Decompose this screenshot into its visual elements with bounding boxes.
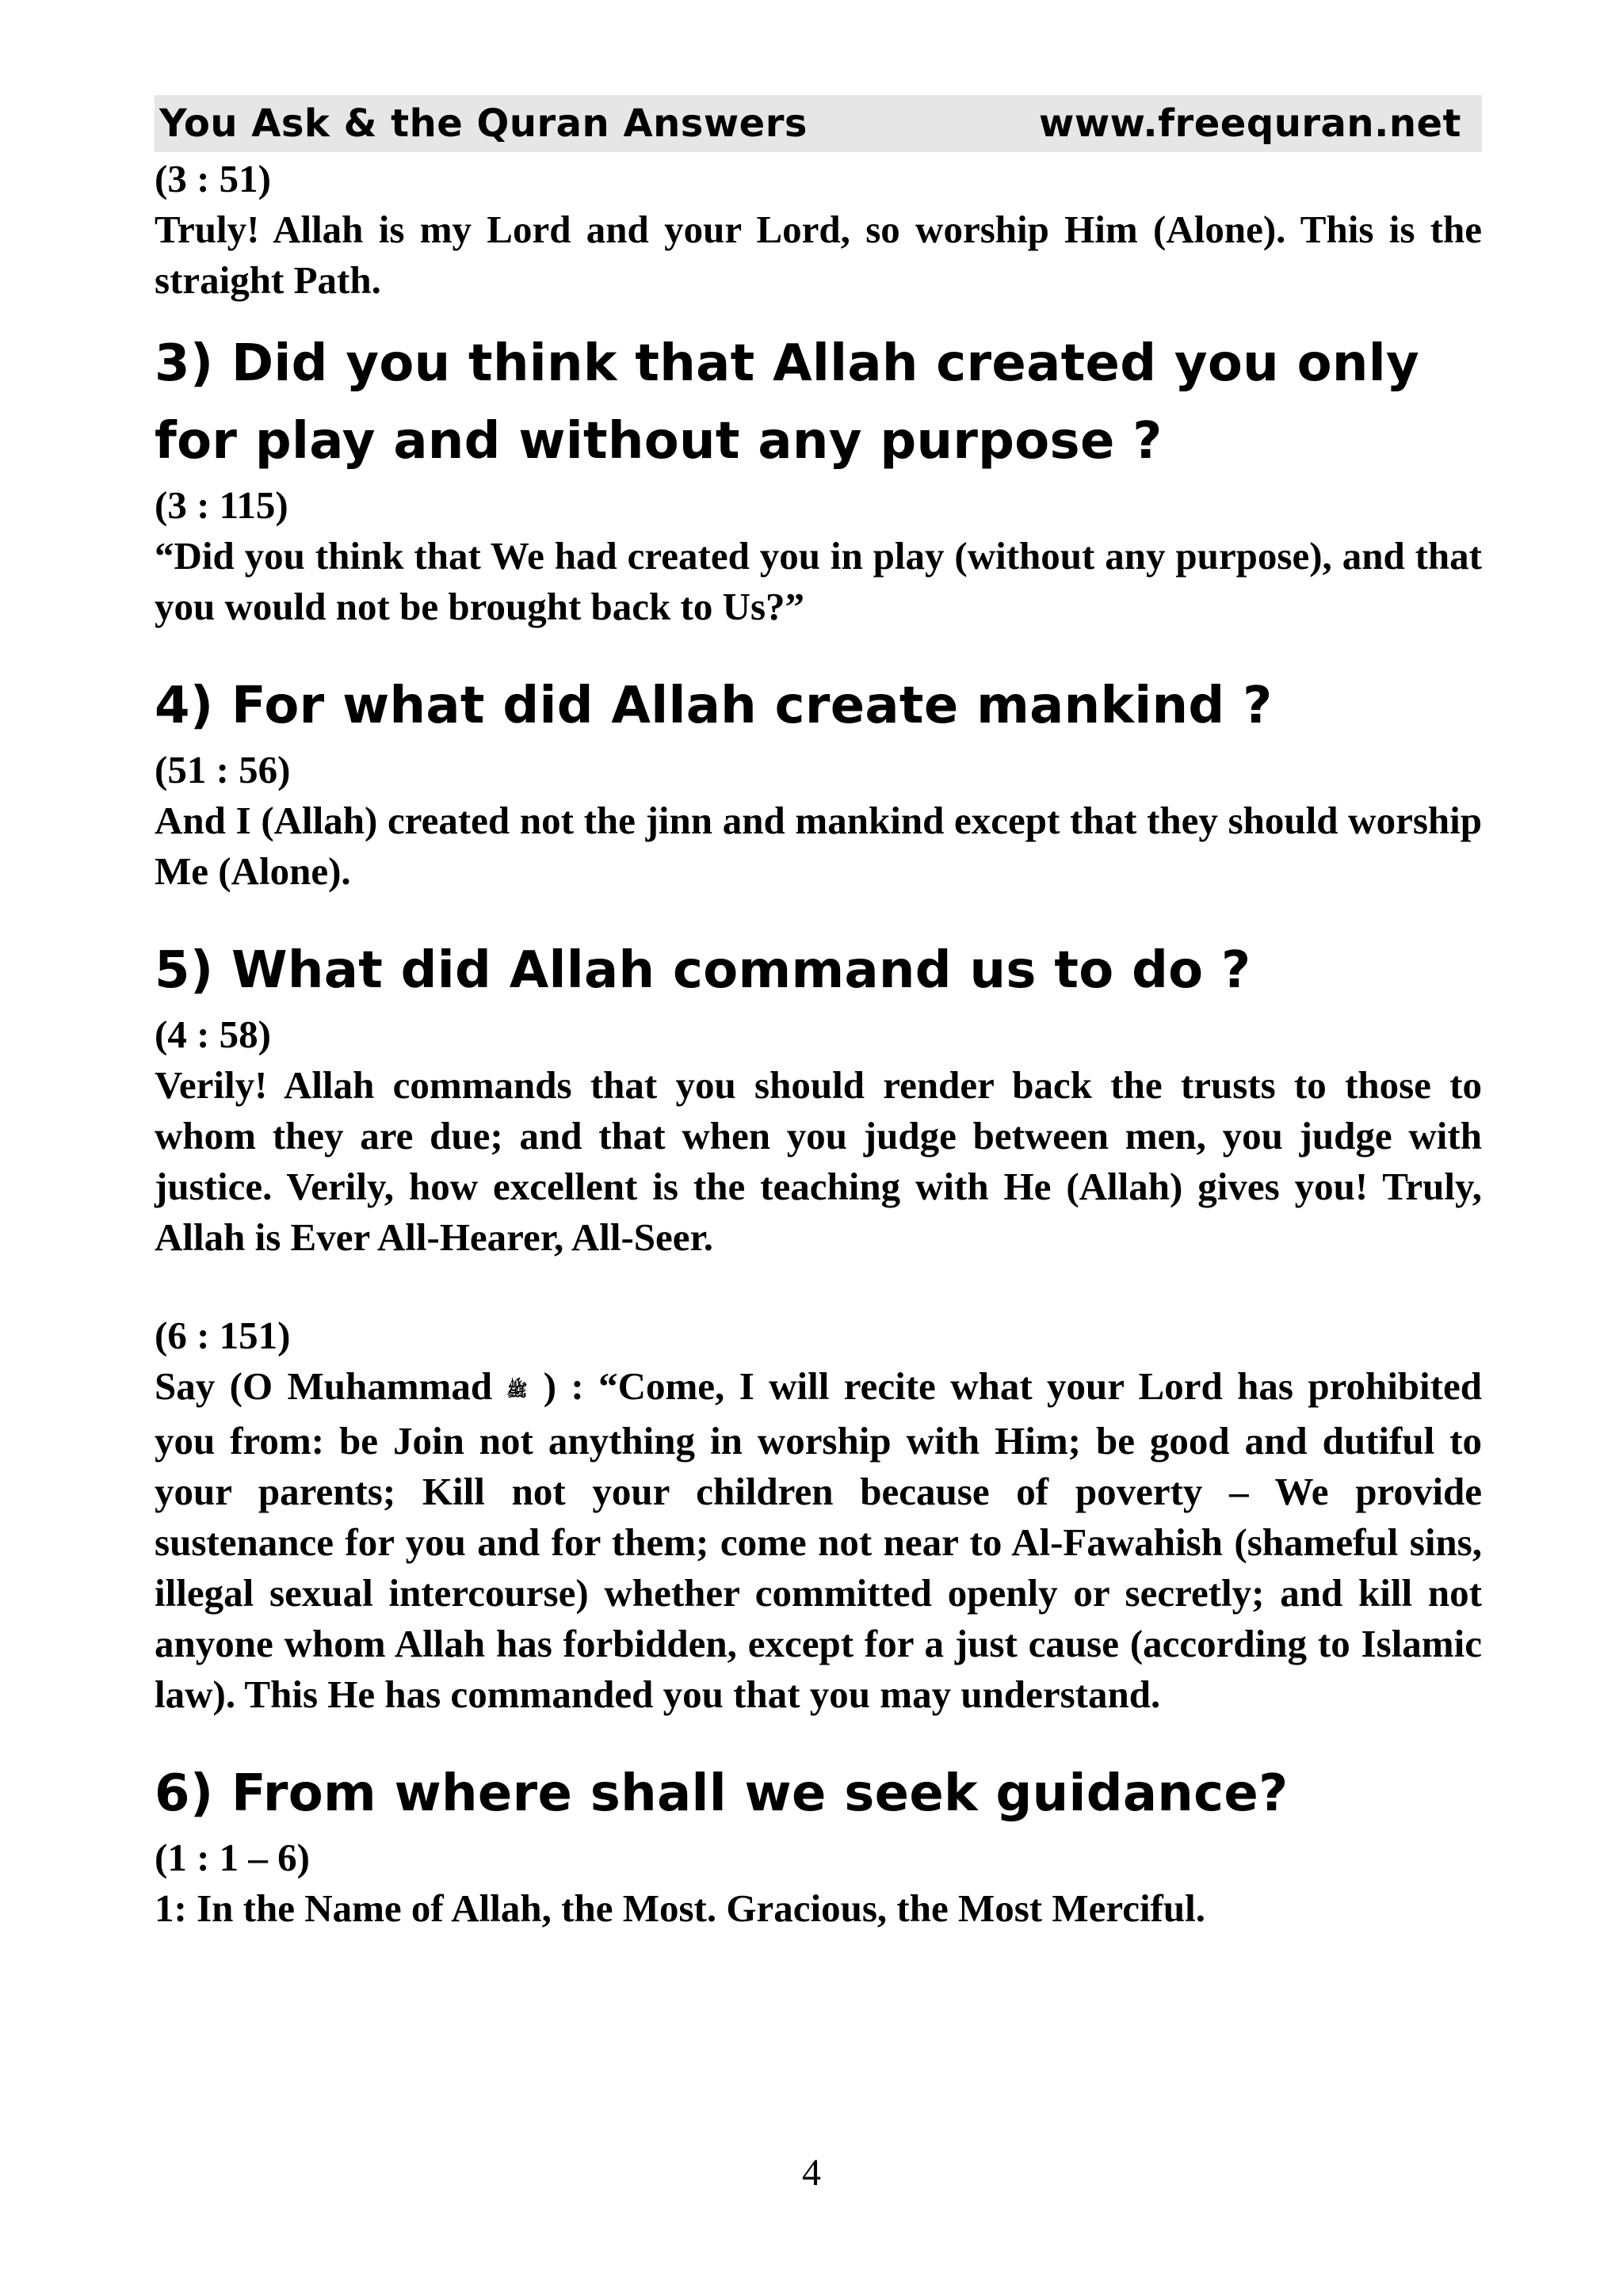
verse-text: “Did you think that We had created you in play (without any purpose), and that you would not be brought back to Us?” [155,534,1482,628]
honorific-glyph: ﷺ [506,1379,528,1400]
verse-text: Truly! Allah is my Lord and your Lord, so worship Him (Alone). This is the straight Path. [155,208,1482,302]
verse-reference: (1 : 1 – 6) [155,1835,310,1879]
verse-text-after: ) : “Come, I will recite what your Lord has prohibited you from: be Join not anything in worship with Him; be good and dutiful to your parents; Kill not your children because of poverty – We provide sustenance for you and for them; come not near to Al-Fawahish (shameful sins, illegal sexual intercourse) whether committed openly or secretly; and kill not anyone whom Allah has forbidden, except for a just cause (according to Islamic law). This He has commanded you that you may understand. [155,1364,1482,1716]
question-heading: 5) What did Allah command us to do ? [155,941,1251,1000]
verse-text [155,1361,1482,1720]
verse-text: 1: In the Name of Allah, the Most. Gracious, the Most Merciful. [155,1886,1205,1930]
verse-reference: (4 : 58) [155,1013,271,1056]
verse-reference: (3 : 51) [155,157,271,200]
document-page [155,95,1482,1934]
section-6-151 [155,1310,1482,1720]
header-title: You Ask & the Quran Answers [159,101,808,146]
verse-text-before: Say (O Muhammad [155,1364,493,1408]
section-question-5 [155,932,1482,1263]
verse-text: And I (Allah) created not the jinn and mankind except that they should worship Me (Alone). [155,799,1482,893]
question-heading: 4) For what did Allah create mankind ? [155,677,1273,735]
section-3-51 [155,154,1482,306]
verse-reference: (3 : 115) [155,483,288,527]
verse-reference: (6 : 151) [155,1314,291,1357]
page-number: 4 [802,2152,821,2194]
verse-reference: (51 : 56) [155,748,291,791]
section-question-4 [155,667,1482,897]
question-heading: 3) Did you think that Allah created you only for play and without any purpose ? [155,334,1420,471]
verse-text: Verily! Allah commands that you should render back the trusts to those to whom they are due; and that when you judge between men, you judge with justice. Verily, how excellent is the teaching with He (Allah) gives you! Truly, Allah is Ever All-Hearer, All-Seer. [155,1063,1482,1259]
section-question-6 [155,1755,1482,1934]
running-header [155,95,1482,152]
header-website-link[interactable]: www.freequran.net [1038,101,1461,146]
section-question-3 [155,325,1482,632]
question-heading: 6) From where shall we seek guidance? [155,1764,1289,1823]
